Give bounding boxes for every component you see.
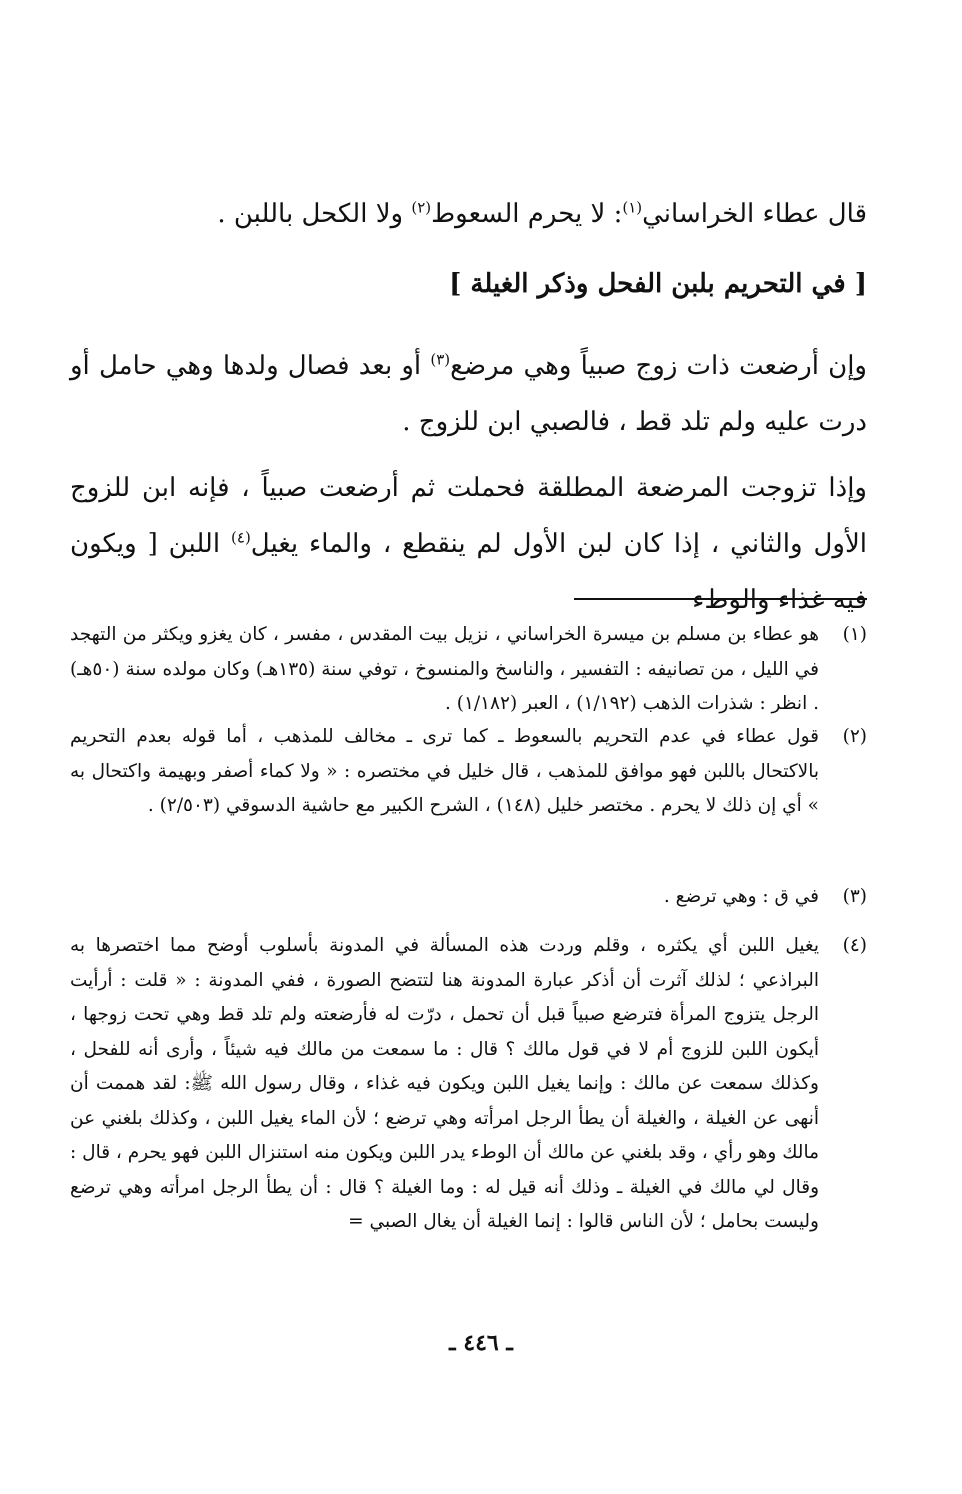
footnote-number: (٣) [842,886,867,907]
body-text: : لا يحرم السعوط [431,199,623,229]
footnote-ref-2[interactable]: (٢) [411,198,432,217]
footnote-2 [70,720,867,824]
body-text: اللبن [ ويكون فيه غذاء والوطء [70,529,867,615]
footnote-number: (١) [842,624,867,645]
page-number: ـ ٤٤٦ ـ [449,1330,513,1356]
footnote-3 [70,880,867,915]
footnote-separator [574,598,867,600]
body-text: قال عطاء الخراساني [642,199,867,229]
body-text: أو بعد فصال ولدها وهي حامل أو درت عليه ولم تلد قط ، فالصبي ابن للزوج . [70,351,867,437]
body-paragraph-2 [70,338,867,450]
footnote-text: قول عطاء في عدم التحريم بالسعوط ـ كما ترى ـ مخالف للمذهب ، أما قوله بعدم التحريم بالاكتحال باللبن فهو موافق للمذهب ، قال خليل في مختصره : « ولا كماء أصفر وبهيمة واكتحال به » أي إن ذلك لا يحرم . مختصر خليل (١٤٨) ، الشرح الكبير مع حاشية الدسوقي (٢/٥٠٣) . [70,726,819,816]
body-text: ولا الكحل باللبن . [217,199,412,229]
body-text: وإن أرضعت ذات زوج صبياً وهي مرضع [450,351,867,381]
body-text: وإذا تزوجت المرضعة المطلقة فحملت ثم أرضعت صبياً ، فإنه ابن للزوج الأول والثاني ، إذا كان لبن الأول لم ينقطع ، والماء يغيل [70,473,867,559]
body-line-1 [70,198,867,232]
section-heading: [ في التحريم بلبن الفحل وذكر الغيلة ] [449,269,867,299]
footnote-1 [70,618,867,722]
footnote-ref-3[interactable]: (٣) [430,350,451,369]
footnote-number: (٤) [842,935,867,956]
footnote-4 [70,929,867,1240]
footnote-text: يغيل اللبن أي يكثره ، وقلم وردت هذه المسألة في المدونة بأسلوب أوضح مما اختصرها به البراذعي ؛ لذلك آثرت أن أذكر عبارة المدونة هنا لتتضح الصورة ، ففي المدونة : « قلت : أرأيت الرجل يتزوج المرأة فترضع صبياً قبل أن تحمل ، درّت له فأرضعته ولم تلد قط وهي تحت زوجها ، أيكون اللبن للزوج أم لا في قول مالك ؟ قال : ما سمعت من مالك فيه شيئاً ، وأرى أنه للفحل ، وكذلك سمعت عن مالك : وإنما يغيل اللبن ويكون فيه غذاء ، وقال رسول الله ﷺ: لقد هممت أن أنهى عن الغيلة ، والغيلة أن يطأ الرجل امرأته وهي ترضع ؛ لأن الماء يغيل اللبن ، وكذلك بلغني عن مالك وهو رأي ، وقد بلغني عن مالك أن الوطء يدر اللبن ويكون منه استنزال اللبن فهو يحرم ، قال : وقال لي مالك في الغيلة ـ وذلك أنه قيل له : وما الغيلة ؟ قال : أن يطأ الرجل امرأته وهي ترضع وليست بحامل ؛ لأن الناس قالوا : إنما الغيلة أن يغال الصبي = [70,935,819,1232]
body-paragraph-3 [70,460,867,628]
footnote-text: في ق : وهي ترضع . [663,886,819,907]
footnote-ref-1[interactable]: (١) [622,198,643,217]
footnote-ref-4[interactable]: (٤) [231,528,251,547]
footnote-text: هو عطاء بن مسلم بن ميسرة الخراساني ، نزيل بيت المقدس ، مفسر ، كان يغزو ويكثر من التهجد في الليل ، من تصانيفه : التفسير ، والناسخ والمنسوخ ، توفي سنة (١٣٥هـ) وكان مولده سنة (٥٠هـ) . انظر : شذرات الذهب (١/١٩٢) ، العبر (١/١٨٢) . [70,624,820,714]
footnote-number: (٢) [842,726,867,747]
